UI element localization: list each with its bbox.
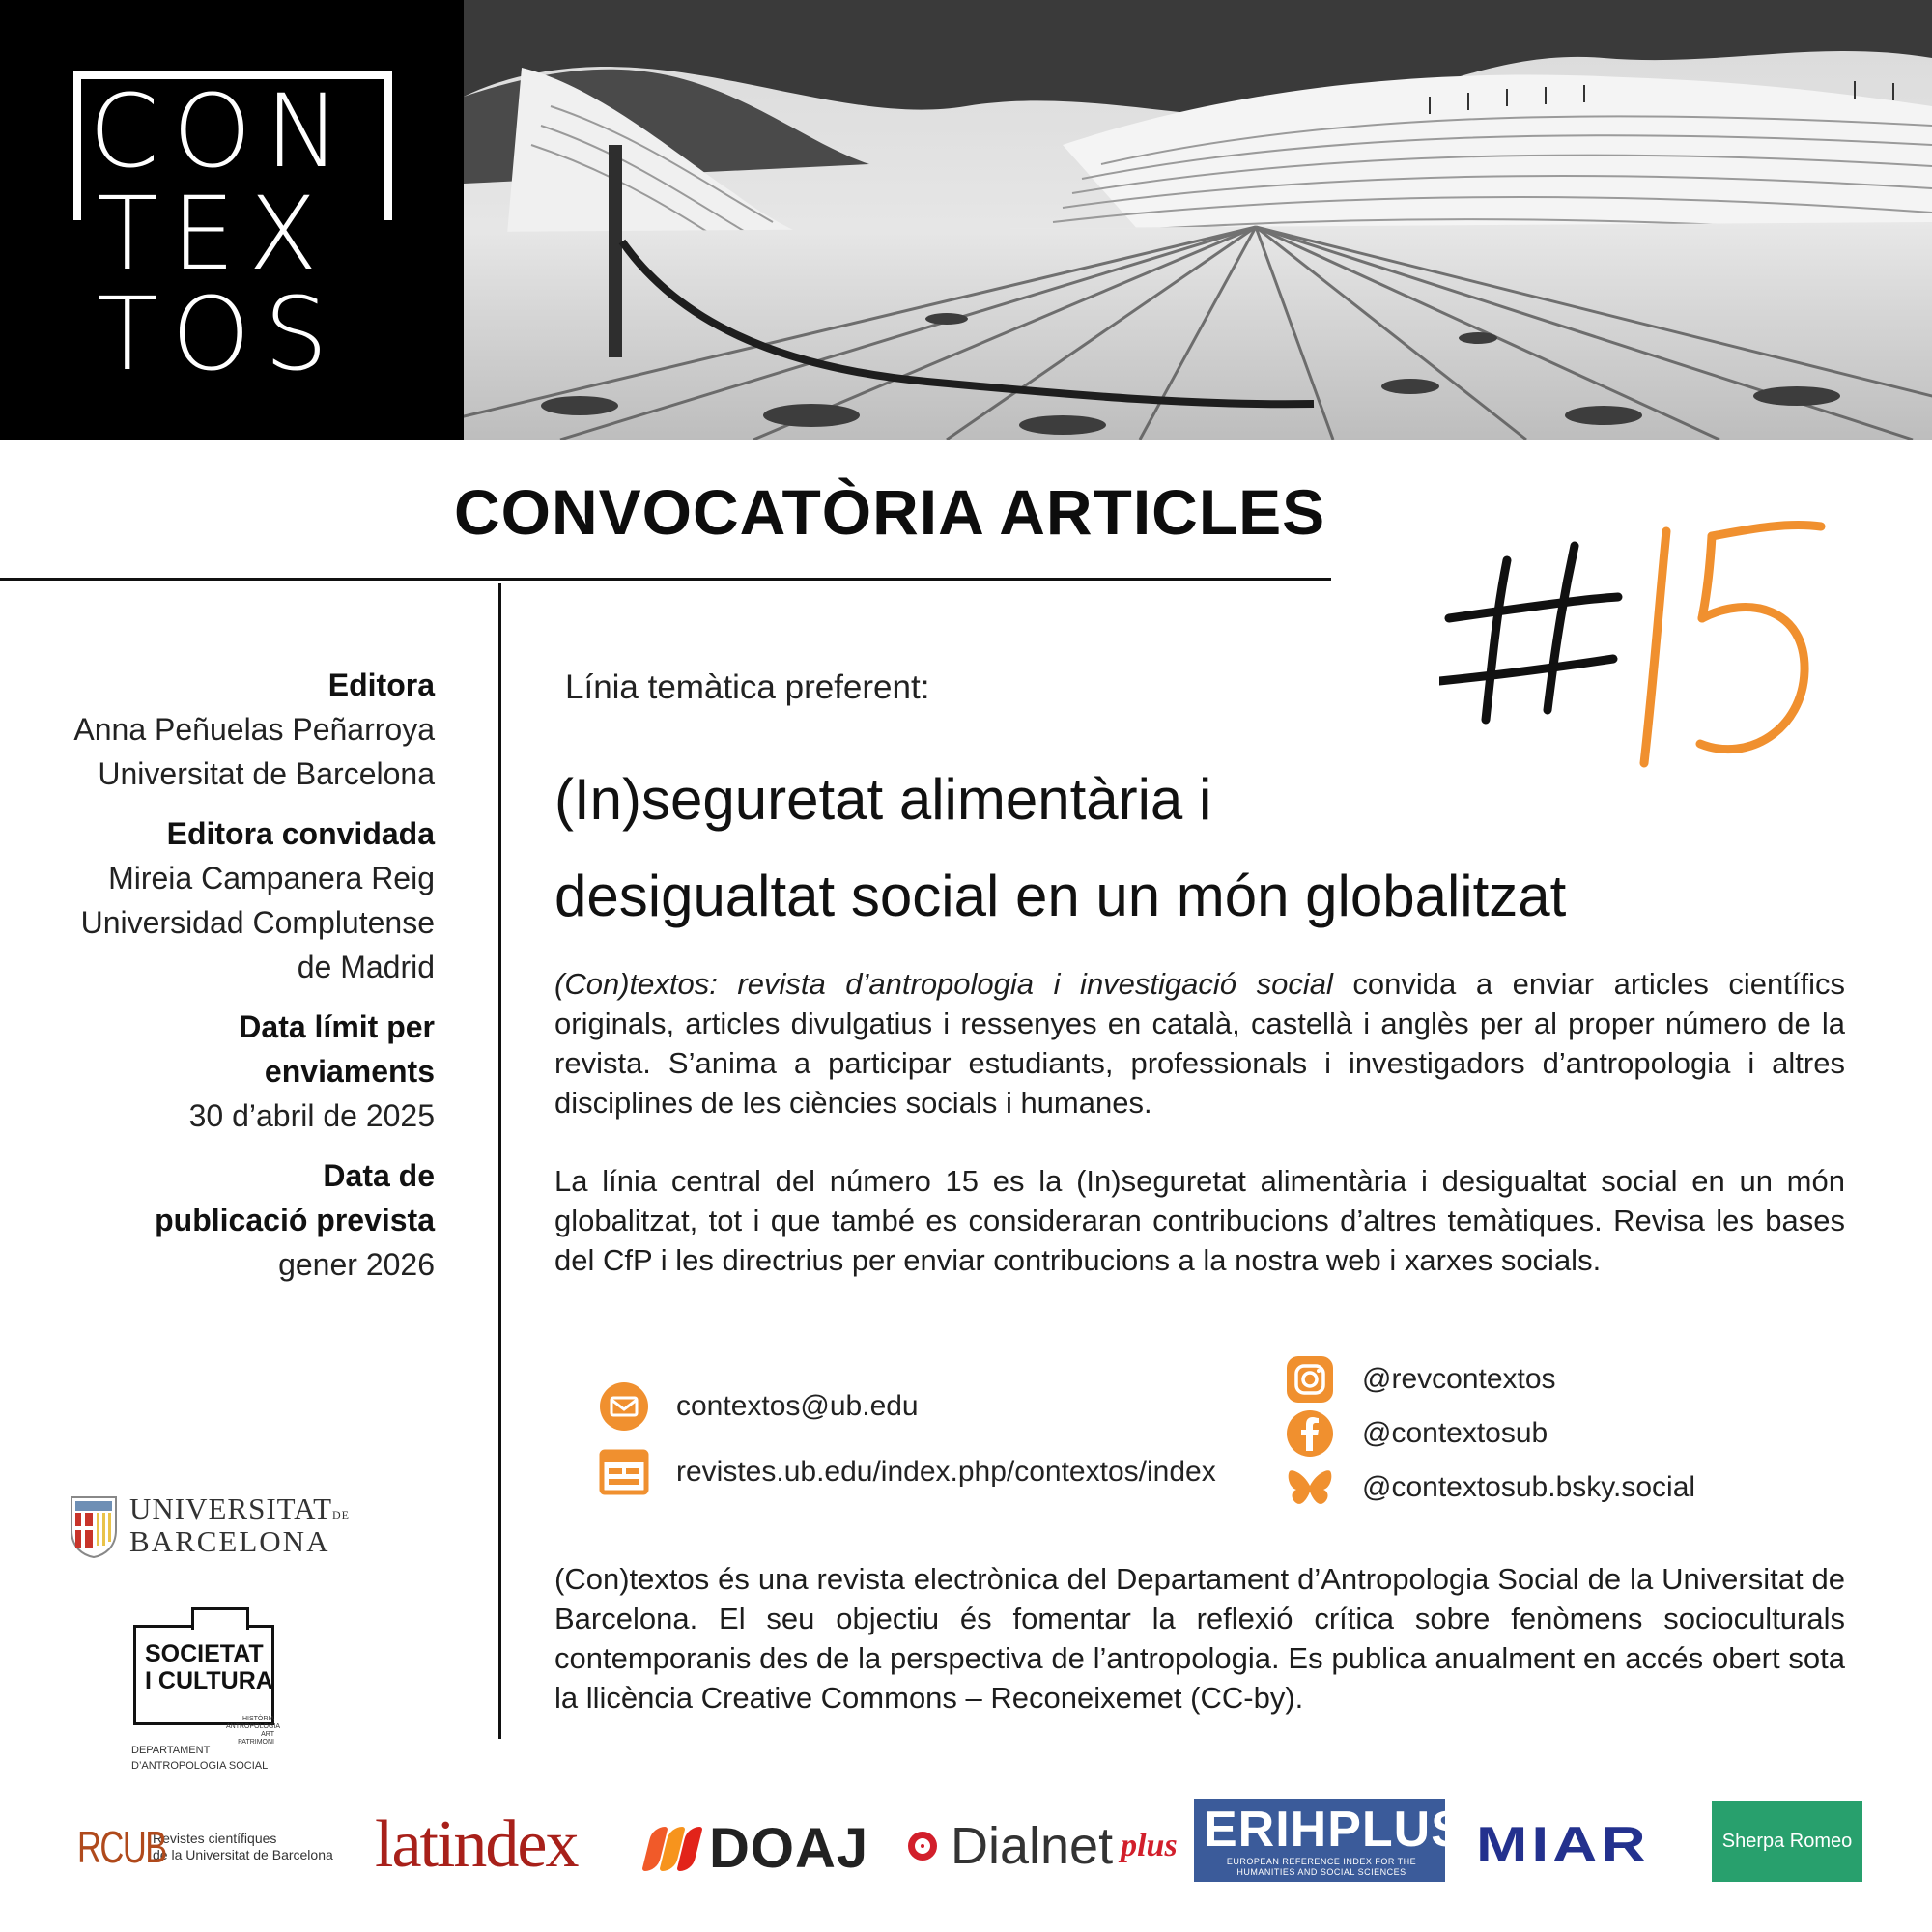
intro-paragraph-text: convida a enviar articles científics originals, articles divulgatius i ressenyes en català, castellà i anglès per al proper número de la revista. S’anima a participar estudiants, professionals i investigadors d’antropologia i altres disciplines de les ciències socials i humanes. [554,967,1845,1120]
field-photo [464,0,1932,440]
ub-name-line-1: UNIVERSITATDE [129,1492,351,1525]
deadline-value: 30 d’abril de 2025 [188,1098,435,1133]
page-title: CONVOCATÒRIA ARTICLES [454,476,1326,548]
deadline-label-1: Data límit per [239,1009,435,1044]
erihplus-subtitle: EUROPEAN REFERENCE INDEX FOR THE HUMANITIES AND SOCIAL SCIENCES [1226,1857,1417,1877]
theme-title-line-2: desigualtat social en un món globalitzat [554,864,1567,928]
facebook-contact[interactable] [1285,1408,1548,1459]
bluesky-contact[interactable] [1285,1463,1695,1513]
publication-label-1: Data de [323,1158,435,1193]
logo-line-2: TEX [97,175,331,293]
email-text[interactable]: contextos@ub.edu [676,1390,919,1422]
ub-name-line-2: BARCELONA [129,1524,330,1558]
guest-editor-affiliation-1: Universidad Complutense [80,905,435,940]
sherpa-romeo-logo: Sherpa Romeo [1712,1801,1862,1882]
guest-editor-name: Mireia Campanera Reig [108,861,435,895]
instagram-icon [1285,1354,1335,1405]
facebook-handle[interactable]: @contextosub [1362,1417,1548,1449]
guest-editor-affiliation-2: de Madrid [297,950,435,984]
butterfly-icon [1285,1463,1335,1513]
editor-label: Editora [327,668,435,702]
web-browser-icon [599,1447,649,1497]
dialnet-plus-text: plus [1121,1828,1178,1863]
deadline-label-2: enviaments [264,1054,435,1089]
sc-subtitle: HISTÒRIA ANTROPOLOGIA ART PATRIMONI [226,1716,281,1746]
miar-logo: MIAR [1476,1816,1650,1872]
publication-value: gener 2026 [278,1247,435,1282]
sc-department-name: D’ANTROPOLOGIA SOCIAL [131,1760,269,1772]
editor-name: Anna Peñuelas Peñarroya [73,712,435,747]
rcub-mark: RCUB [77,1822,166,1872]
email-contact[interactable] [599,1381,919,1432]
sc-line-1: SOCIETAT [145,1640,264,1667]
sc-department: DEPARTAMENT [131,1745,211,1756]
website-text[interactable]: revistes.ub.edu/index.php/contextos/index [676,1456,1216,1488]
theme-title [554,752,1849,945]
contextos-logo [0,0,464,440]
instagram-handle[interactable]: @revcontextos [1362,1363,1556,1395]
theme-title-line-1: (In)seguretat alimentària i [554,767,1212,832]
about-paragraph: (Con)textos és una revista electrònica del Departament d’Antropologia Social de la Universitat de Barcelona. El seu objectiu és fomentar la reflexió crítica sobre fenòmens socioculturals contemporanis des de la perspectiva de l’antropologia. Es publica anualment en accés obert sota la llicència Creative Commons – Reconeixemet (CC-by). [554,1562,1845,1715]
website-contact[interactable] [599,1447,1216,1497]
bluesky-handle[interactable]: @contextosub.bsky.social [1362,1471,1696,1503]
issue-number [1439,502,1845,782]
latindex-logo: latindex [375,1807,578,1882]
sc-line-2: I CULTURA [145,1667,273,1694]
dialnet-text: Dialnet [951,1817,1114,1875]
societat-cultura-logo [116,1604,309,1777]
sidebar [39,663,435,1287]
doaj-text: DOAJ [709,1817,869,1880]
journal-name: (Con)textos: revista d’antropologia i investigació social [554,967,1333,1001]
theme-label: Línia temàtica preferent: [565,668,930,706]
instagram-contact[interactable] [1285,1354,1556,1405]
column-divider [498,583,501,1739]
intro-paragraph [554,964,1845,1122]
sc-notch [191,1607,249,1630]
logo-line-1: CON [89,72,355,190]
central-line-paragraph: La línia central del número 15 es la (In)seguretat alimentària i desigualtat social en un món globalitzat, tot i que també es consideraran contribucions d’altres temàtiques. Revisa les bases del CfP i les directrius per enviar contribucions a la nostra web i xarxes socials. [554,1164,1845,1277]
guest-editor-label: Editora convidada [166,816,435,851]
doaj-mark-icon [647,1827,699,1871]
rcub-logo [77,1821,333,1873]
rcub-text: Revistes científiques de la Universitat de Barcelona [153,1831,333,1862]
editor-affiliation: Universitat de Barcelona [98,756,435,791]
mail-icon [599,1381,649,1432]
doaj-logo [647,1816,868,1881]
logo-line-3: TOS [97,275,342,393]
dialnet-logo [908,1816,1178,1876]
dialnet-ring-icon [908,1832,937,1861]
facebook-icon [1285,1408,1335,1459]
erihplus-text: ERIHPLUS [1204,1802,1465,1858]
universitat-barcelona-logo [68,1488,357,1565]
erihplus-logo [1194,1799,1465,1882]
title-divider [0,578,1331,581]
ub-seal-icon [68,1492,120,1559]
publication-label-2: publicació prevista [155,1203,435,1237]
